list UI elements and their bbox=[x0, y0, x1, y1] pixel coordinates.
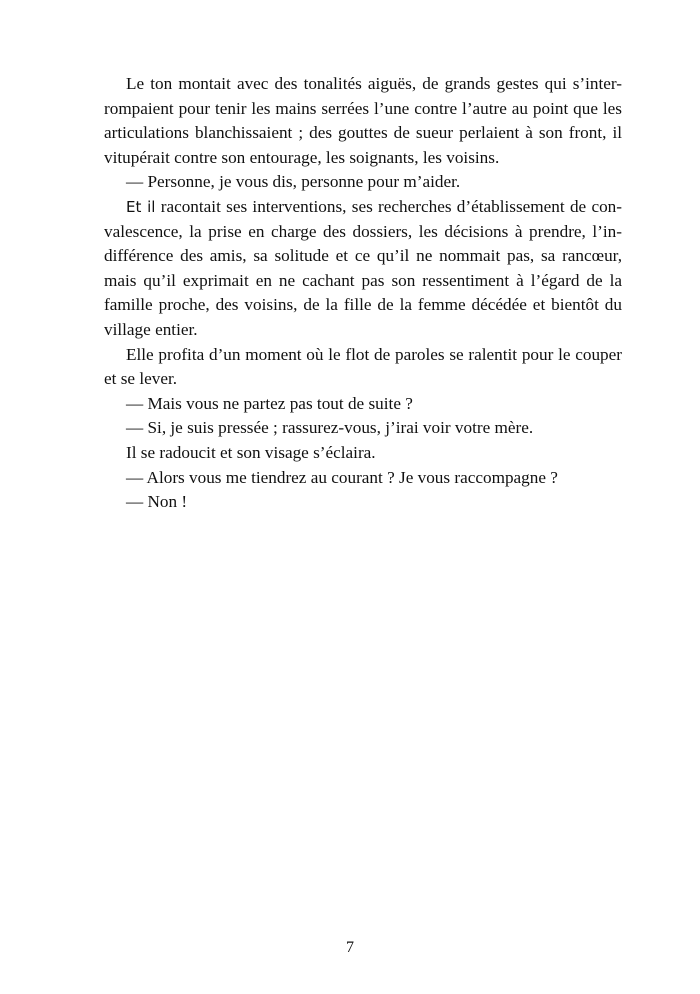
text-line: Il se radoucit et son visage s’éclaira. bbox=[126, 442, 376, 462]
paragraph-7 bbox=[82, 441, 622, 466]
dialogue-line: — Si, je suis pressée ; rassurez-vous, j’irai voir votre mère. bbox=[126, 418, 534, 438]
dialogue-line: — Non ! bbox=[126, 492, 188, 512]
paragraph-6 bbox=[82, 416, 622, 441]
paragraph-8 bbox=[82, 466, 622, 491]
text-line: famille proche, des voisins, de la fille de la femme décédée et bientôt du bbox=[104, 295, 622, 315]
paragraph-2 bbox=[82, 170, 622, 195]
text-line: vitupérait contre son entourage, les soignants, les voisins. bbox=[104, 147, 500, 167]
text-line: valescence, la prise en charge des dossiers, les décisions à prendre, l’in- bbox=[104, 221, 622, 241]
text-line bbox=[82, 195, 622, 220]
text-line: village entier. bbox=[104, 319, 198, 339]
paragraph-4 bbox=[82, 343, 622, 392]
paragraph-3 bbox=[82, 195, 622, 343]
text-line: Elle profita d’un moment où le flot de paroles se ralentit pour le couper bbox=[126, 344, 622, 364]
text-line: mais qu’il exprimait en ne cachant pas son ressentiment à l’égard de la bbox=[104, 270, 622, 290]
dialogue-line: — Alors vous me tiendrez au courant ? Je vous raccompagne ? bbox=[126, 467, 558, 487]
dialogue-line: — Mais vous ne partez pas tout de suite ? bbox=[126, 393, 413, 413]
text-line: rompaient pour tenir les mains serrées l’une contre l’autre au point que les bbox=[104, 98, 622, 118]
paragraph-1 bbox=[82, 72, 622, 170]
dialogue-line: — Personne, je vous dis, personne pour m’aider. bbox=[126, 172, 461, 192]
text-run: racontait ses interventions, ses recherches d’établissement de con- bbox=[155, 196, 622, 216]
paragraph-9 bbox=[82, 490, 622, 515]
page-number: 7 bbox=[346, 939, 354, 956]
text-line: articulations blanchissaient ; des gouttes de sueur perlaient à son front, il bbox=[104, 123, 622, 143]
sans-run: Et il bbox=[126, 197, 156, 216]
body-text bbox=[82, 72, 622, 515]
text-line: Le ton montait avec des tonalités aiguës, de grands gestes qui s’inter- bbox=[126, 74, 622, 93]
text-line: différence des amis, sa solitude et ce qu’il ne nommait pas, sa rancœur, bbox=[104, 246, 622, 266]
text-line: et se lever. bbox=[104, 369, 178, 389]
paragraph-5 bbox=[82, 392, 622, 417]
